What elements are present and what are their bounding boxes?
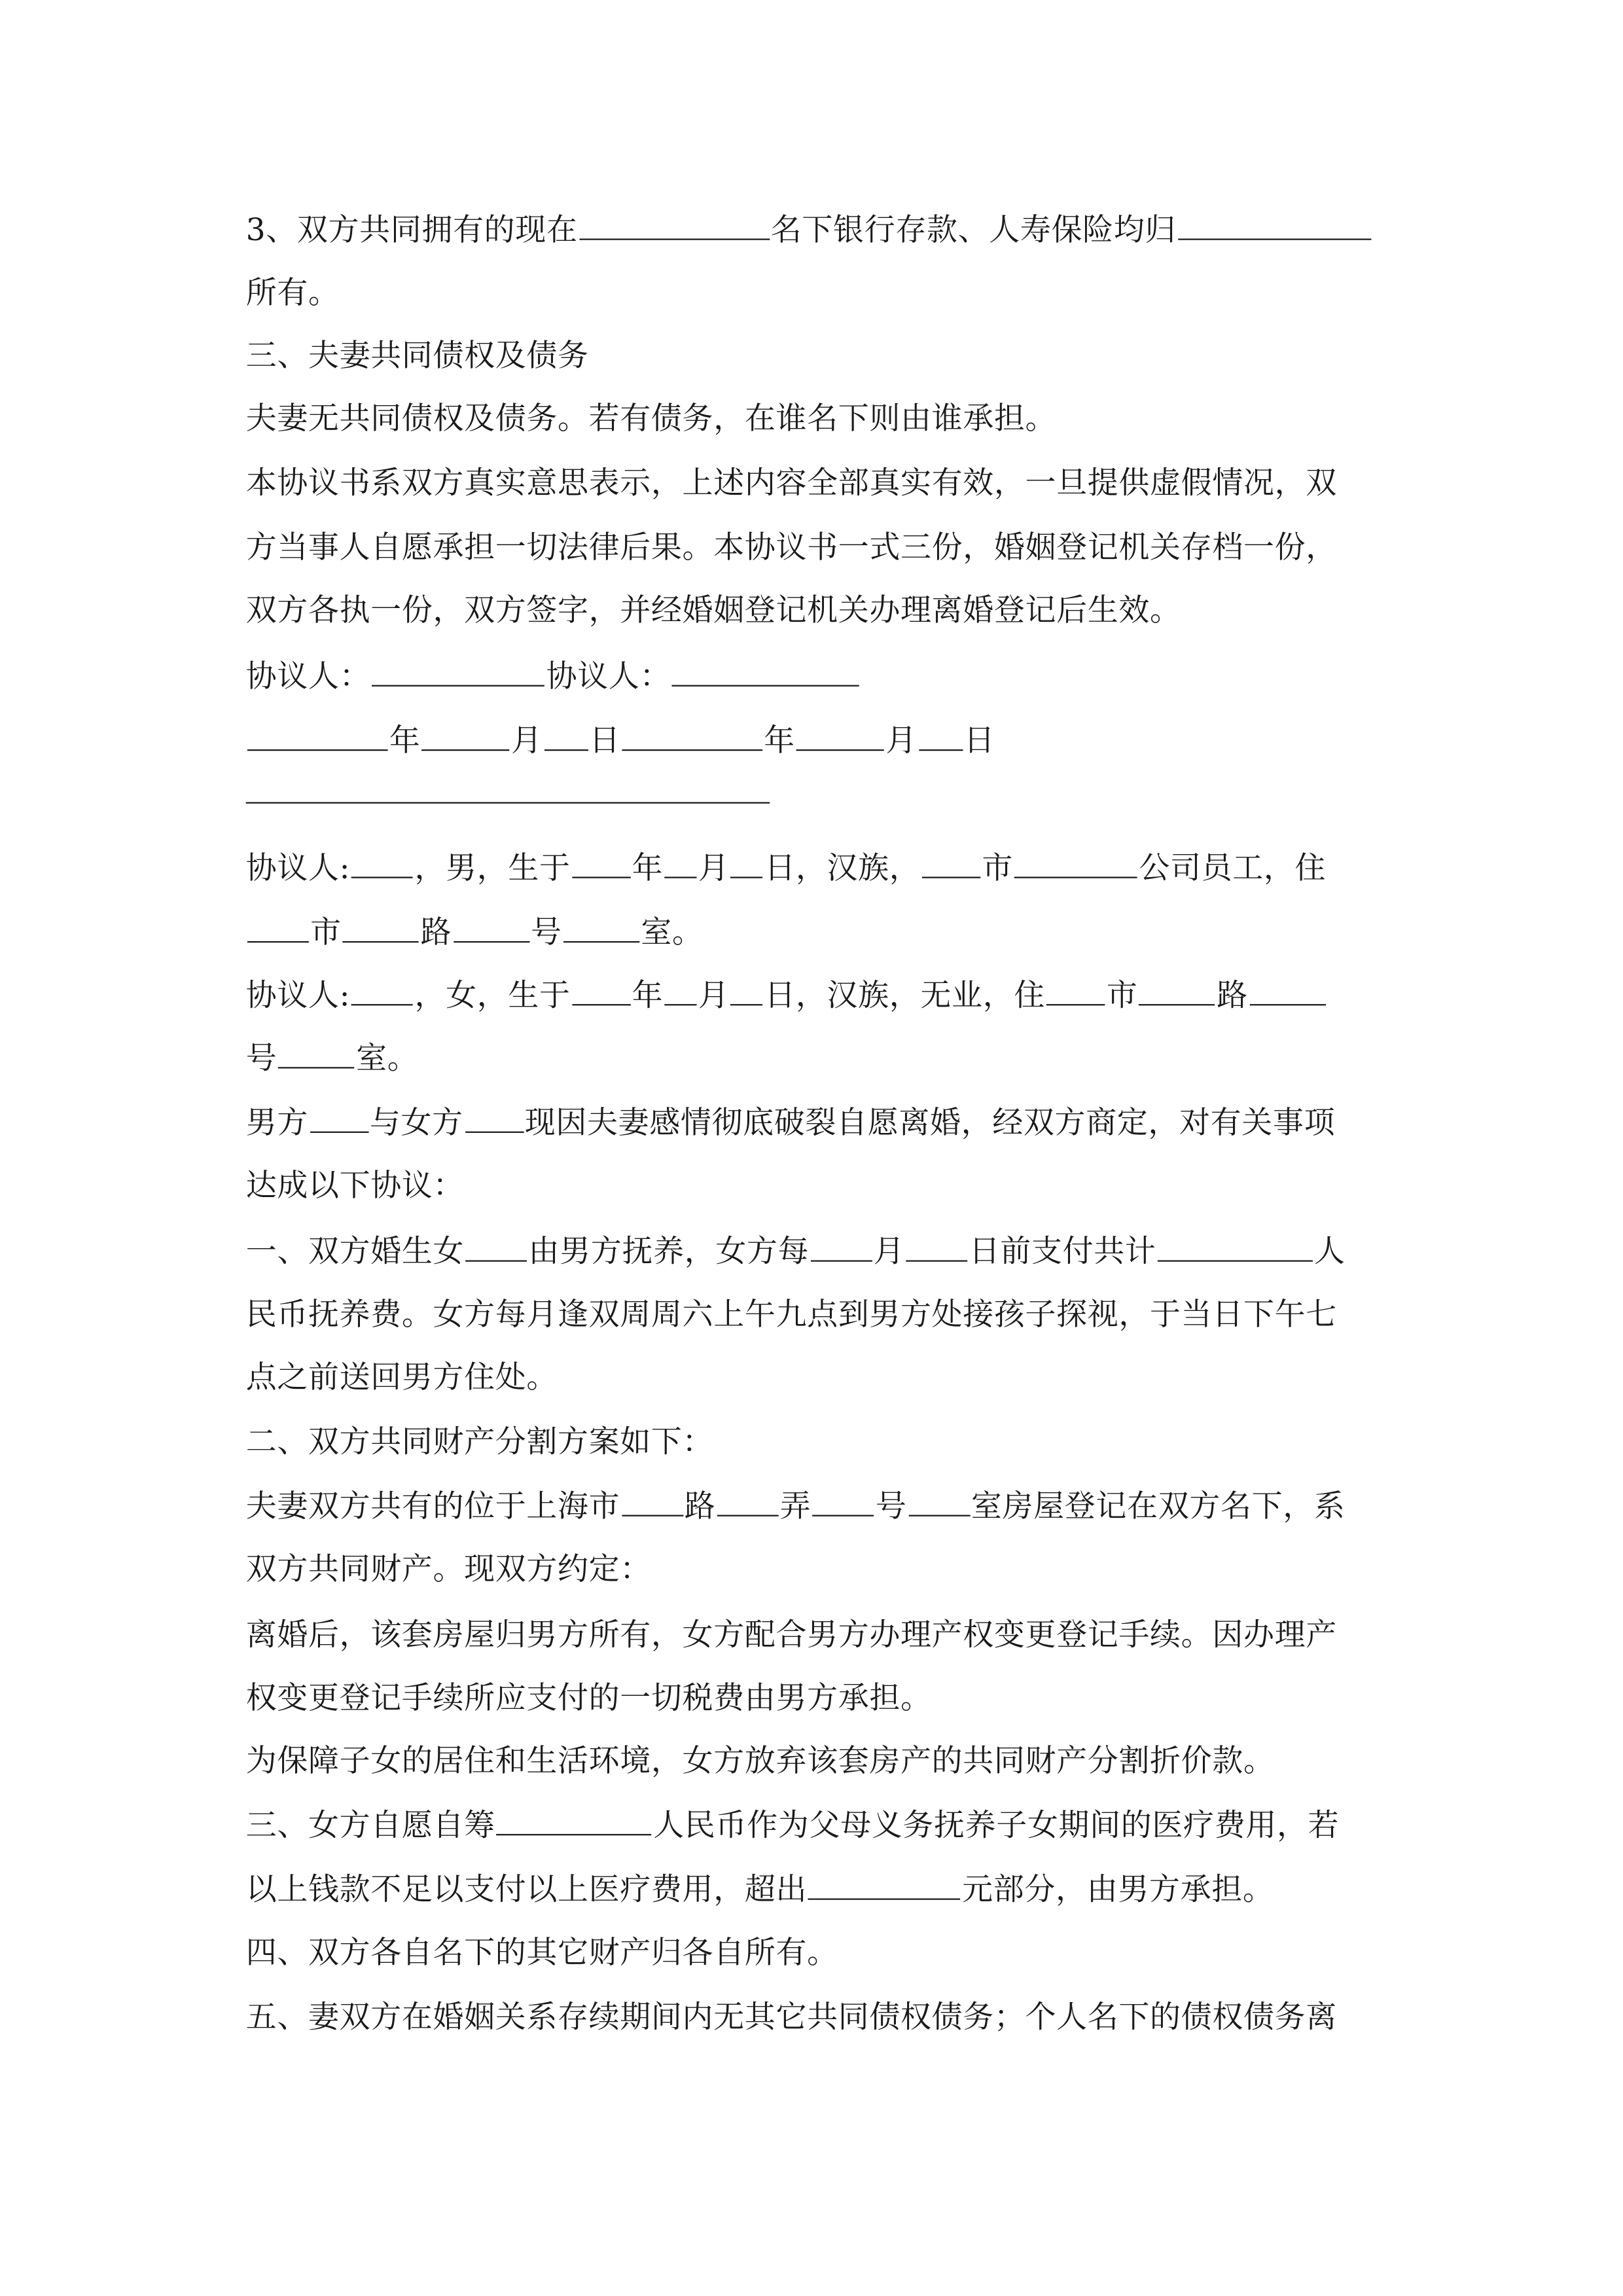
fill-blank (922, 875, 980, 878)
text-segment: 由男方抚养，女方每 (528, 1234, 810, 1269)
text-line: 所有。 (245, 275, 340, 311)
text-line (246, 849, 1326, 887)
text-line: 方当事人自愿承担一切法律后果。本协议书一式三份，婚姻登记机关存档一份， (245, 529, 1337, 565)
fill-blank (453, 940, 529, 942)
text-segment: 路 (1217, 977, 1248, 1013)
text-line: 为保障子女的居住和生活环境，女方放弃该套房产的共同财产分割折价款。 (245, 1743, 1275, 1779)
text-segment: 月 (698, 850, 730, 886)
text-line: 夫妻无共同债权及债务。若有债务，在谁名下则由谁承担。 (245, 401, 1057, 437)
text-segment: 月 (873, 1234, 905, 1269)
text-segment: 日，汉族，无业，住 (764, 977, 1045, 1013)
fill-blank (372, 683, 544, 686)
text-segment: 年 (764, 723, 795, 759)
fill-blank (351, 1003, 413, 1005)
text-segment: 市 (982, 850, 1014, 886)
text-segment: 号 (245, 1041, 277, 1076)
fill-blank (731, 875, 763, 878)
text-segment: 年 (389, 723, 421, 759)
text-segment: 月 (698, 977, 730, 1013)
text-segment: 年 (632, 977, 664, 1013)
fill-blank (572, 875, 630, 878)
text-segment: 协议人: (245, 977, 351, 1013)
fill-blank (247, 940, 309, 942)
fill-blank (465, 1130, 523, 1132)
text-line (246, 211, 1372, 249)
text-segment: 室。 (641, 914, 704, 950)
fill-blank (279, 1066, 355, 1068)
text-segment: 室。 (356, 1041, 419, 1076)
signature-line (246, 657, 861, 695)
text-segment: 3、双方共同拥有的现在 (245, 212, 578, 247)
text-segment: 日 (963, 723, 995, 759)
fill-blank (351, 875, 413, 878)
text-segment: ，女，生于 (414, 977, 571, 1013)
text-line: 达成以下协议： (245, 1168, 465, 1204)
fill-blank (731, 1003, 763, 1005)
text-segment: 月 (885, 723, 918, 759)
text-segment: 路 (420, 914, 452, 950)
text-segment: 人民币作为父母义务抚养子女期间的医疗费用，若 (653, 1807, 1340, 1843)
text-line (246, 1103, 1336, 1141)
text-segment: 日前支付共计 (969, 1234, 1156, 1269)
text-segment: 元部分，由男方承担。 (962, 1872, 1274, 1907)
fill-blank (1158, 1259, 1313, 1261)
text-segment: 与女方 (369, 1105, 463, 1141)
fill-blank (1046, 1003, 1105, 1005)
fill-blank (664, 1003, 696, 1005)
text-line (246, 913, 704, 951)
text-line: 五、妻双方在婚姻关系存续期间内无其它共同债权债务；个人名下的债权债务离 (245, 1999, 1337, 2035)
fill-blank (563, 940, 639, 942)
text-line: 民币抚养费。女方每月逢双周周六上午九点到男方处接孩子探视，于当日下午七 (245, 1297, 1337, 1333)
text-segment: 以上钱款不足以支付以上医疗费用，超出 (245, 1872, 808, 1907)
text-segment: 日，汉族， (764, 850, 921, 886)
text-segment: 日 (589, 723, 621, 759)
text-segment: 协议人： (546, 658, 671, 694)
date-line (246, 721, 995, 759)
text-segment: 三、女方自愿自筹 (245, 1807, 495, 1843)
fill-blank (622, 748, 762, 751)
text-line (246, 977, 1327, 1014)
text-segment: 月 (511, 723, 543, 759)
fill-blank (918, 748, 962, 751)
fill-blank (672, 683, 859, 686)
text-segment: 号 (530, 914, 562, 950)
text-segment: 一、双方婚生女 (245, 1234, 465, 1269)
fill-blank (310, 1130, 368, 1132)
text-line: 点之前送回男方住处。 (245, 1359, 558, 1395)
text-line: 四、双方各自名下的其它财产归各自所有。 (245, 1935, 838, 1971)
text-segment: 协议人: (245, 850, 351, 886)
fill-blank (810, 1259, 872, 1261)
text-segment: 室房屋登记在双方名下，系 (971, 1488, 1346, 1524)
fill-blank (1139, 1003, 1215, 1005)
fill-blank (422, 748, 510, 751)
text-segment: 弄 (779, 1488, 812, 1524)
text-line (246, 1487, 1346, 1525)
fill-blank (1014, 875, 1137, 878)
text-segment: 男方 (245, 1105, 308, 1141)
text-line (246, 1806, 1340, 1844)
text-segment: 协议人： (245, 658, 371, 694)
fill-blank (906, 1259, 968, 1261)
text-segment: ，男，生于 (414, 850, 571, 886)
text-segment: 市 (310, 914, 342, 950)
text-segment: 路 (684, 1488, 716, 1524)
fill-blank (622, 1513, 683, 1516)
fill-blank (664, 875, 696, 878)
fill-blank (247, 748, 388, 751)
fill-blank (813, 1513, 874, 1516)
fill-blank (908, 1513, 970, 1516)
fill-blank (1177, 237, 1370, 240)
section-heading: 二、双方共同财产分割方案如下： (245, 1424, 714, 1460)
fill-blank (544, 748, 588, 751)
fill-blank (808, 1897, 961, 1899)
text-segment: 市 (1106, 977, 1138, 1013)
text-segment: 号 (875, 1488, 907, 1524)
separator-line (246, 802, 770, 803)
text-line: 权变更登记手续所应支付的一切税费由男方承担。 (245, 1680, 932, 1715)
text-line: 双方各执一份，双方签字，并经婚姻登记机关办理离婚登记后生效。 (245, 592, 1181, 628)
text-segment: 人 (1314, 1234, 1346, 1269)
section-heading: 三、夫妻共同债权及债务 (245, 338, 589, 374)
fill-blank (796, 748, 884, 751)
fill-blank (717, 1513, 779, 1516)
text-segment: 夫妻双方共有的位于上海市 (245, 1488, 620, 1524)
text-line (246, 1039, 419, 1077)
fill-blank (579, 237, 770, 240)
fill-blank (465, 1259, 527, 1261)
text-segment: 名下银行存款、人寿保险均归 (770, 212, 1177, 247)
text-line: 离婚后，该套房屋归男方所有，女方配合男方办理产权变更登记手续。因办理产 (245, 1617, 1337, 1653)
fill-blank (343, 940, 419, 942)
text-segment: 公司员工，住 (1139, 850, 1327, 886)
text-line: 双方共同财产。现双方约定： (245, 1551, 651, 1587)
text-segment: 现因夫妻感情彻底破裂自愿离婚，经双方商定，对有关事项 (524, 1105, 1336, 1141)
text-segment: 年 (632, 850, 664, 886)
text-line: 本协议书系双方真实意思表示，上述内容全部真实有效，一旦提供虚假情况，双 (245, 465, 1337, 501)
fill-blank (1249, 1003, 1325, 1005)
text-line (246, 1232, 1346, 1270)
text-line (246, 1871, 1274, 1909)
fill-blank (572, 1003, 630, 1005)
fill-blank (497, 1833, 652, 1835)
